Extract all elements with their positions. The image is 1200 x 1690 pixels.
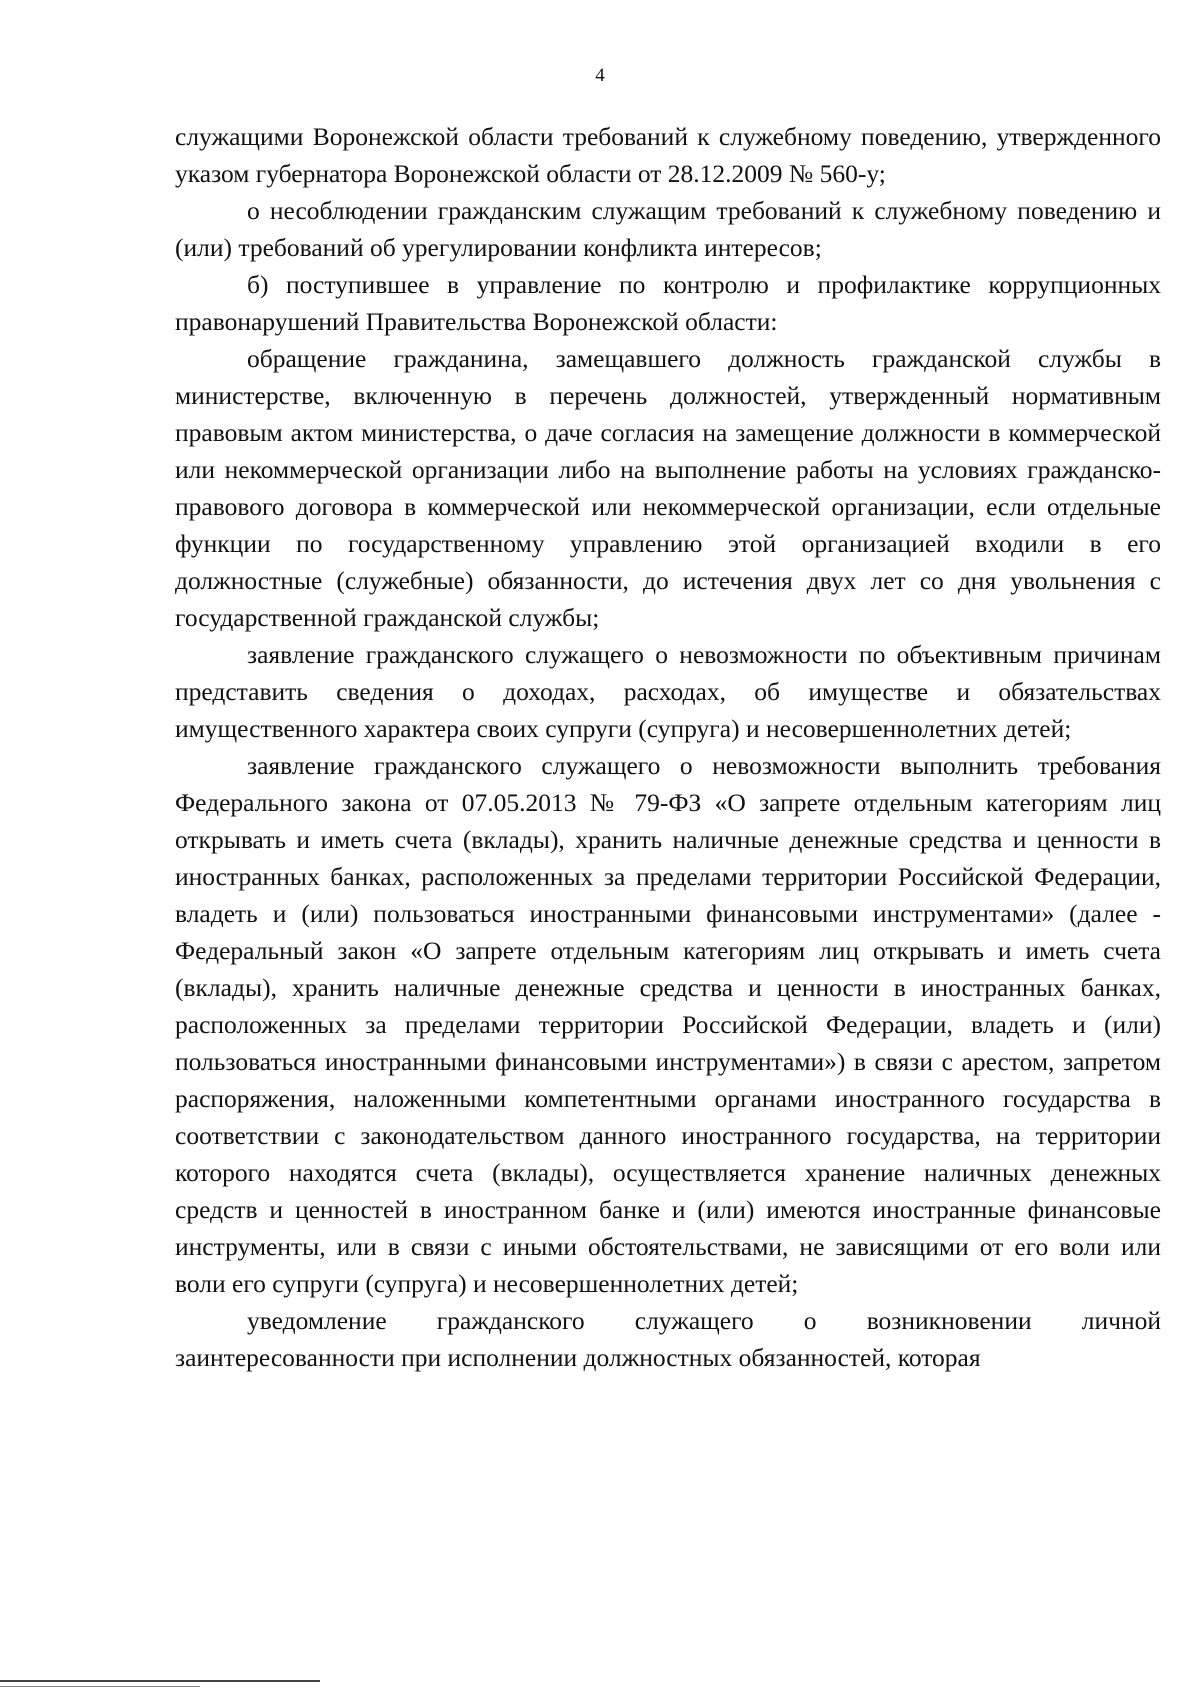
paragraph: заявление гражданского служащего о невозможности по объективным причинам представить сведения о доходах, расходах, об имуществе и обязательствах имущественного характера своих супруги (супруга) и несовершеннолетних детей; <box>175 640 1161 743</box>
paragraph: уведомление гражданского служащего о возникновении личной заинтересованности при исполнении должностных обязанностей, которая <box>175 1306 1161 1372</box>
paragraph: б) поступившее в управление по контролю и профилактике коррупционных правонарушений Правительства Воронежской области: <box>175 270 1161 336</box>
paragraph: заявление гражданского служащего о невозможности выполнить требования Федерального закона от 07.05.2013 № 79-ФЗ «О запрете отдельным категориям лиц открывать и иметь счета (вклады), хранить наличные денежные средства и ценности в иностранных банках, расположенных за пределами территории Российской Федерации, владеть и (или) пользоваться иностранными финансовыми инструментами» (далее - Федеральный закон «О запрете отдельным категориям лиц открывать и иметь счета (вклады), хранить наличные денежные средства и ценности в иностранных банках, расположенных за пределами территории Российской Федерации, владеть и (или) пользоваться иностранными финансовыми инструментами») в связи с арестом, запретом распоряжения, наложенными компетентными органами иностранного государства в соответствии с законодательством данного иностранного государства, на территории которого находятся счета (вклады), осуществляется хранение наличных денежных средств и ценностей в иностранном банке и (или) имеются иностранные финансовые инструменты, или в связи с иными обстоятельствами, не зависящими от его воли или воли его супруги (супруга) и несовершеннолетних детей; <box>175 751 1161 1298</box>
scan-edge-line <box>0 1680 320 1682</box>
paragraph-continuation: служащими Воронежской области требований к служебному поведению, утвержденного указом губернатора Воронежской области от 28.12.2009 № 560-у; <box>175 122 1161 188</box>
scan-edge-line <box>0 1686 200 1687</box>
document-body <box>175 118 1161 1376</box>
paragraph: обращение гражданина, замещавшего должность гражданской службы в министерстве, включенную в перечень должностей, утвержденный нормативным правовым актом министерства, о даче согласия на замещение должности в коммерческой или некоммерческой организации либо на выполнение работы на условиях гражданско-правового договора в коммерческой или некоммерческой организации, если отдельные функции по государственному управлению этой организацией входили в его должностные (служебные) обязанности, до истечения двух лет со дня увольнения с государственной гражданской службы; <box>175 344 1161 632</box>
page-number: 4 <box>595 65 605 86</box>
paragraph: о несоблюдении гражданским служащим требований к служебному поведению и (или) требований об урегулировании конфликта интересов; <box>175 196 1161 262</box>
